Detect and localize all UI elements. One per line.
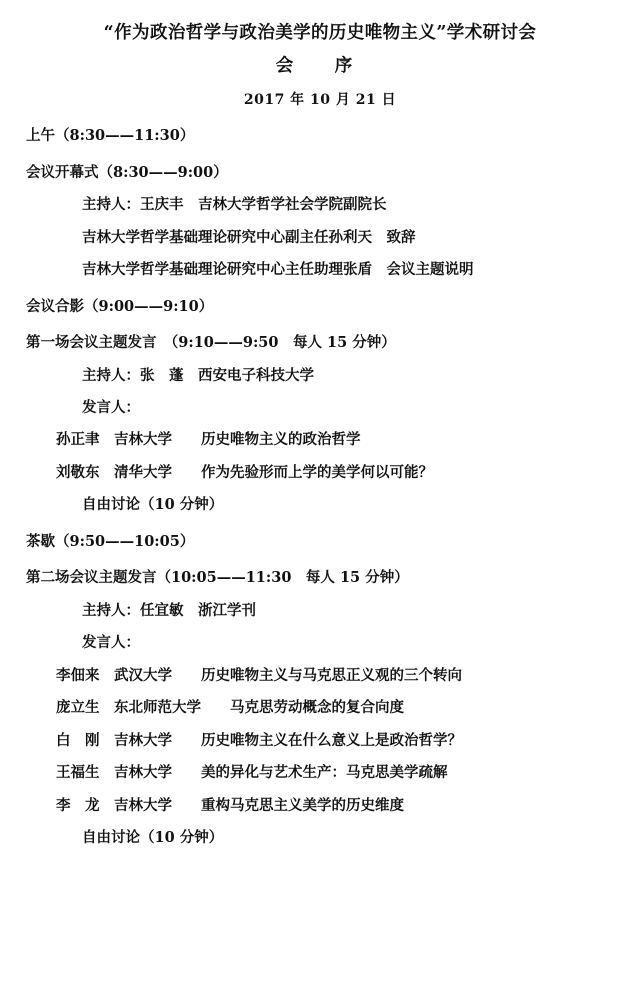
agenda-line: 白 刚 吉林大学 历史唯物主义在什么意义上是政治哲学？: [56, 731, 462, 749]
agenda-line: 会议合影（9:00——9:10）: [26, 297, 214, 315]
agenda-line: 会议开幕式（8:30——9:00）: [26, 163, 228, 181]
agenda-line: 发言人：: [82, 634, 140, 652]
agenda-line: 第一场会议主题发言 （9:10——9:50 每人 15 分钟）: [26, 334, 396, 352]
page-title: “作为政治哲学与政治美学的历史唯物主义”学术研讨会: [103, 23, 537, 43]
agenda-line: 王福生 吉林大学 美的异化与艺术生产：马克思美学疏解: [56, 764, 448, 782]
agenda-line: 庞立生 东北师范大学 马克思劳动概念的复合向度: [56, 699, 404, 717]
agenda-line: 主持人：王庆丰 吉林大学哲学社会学院副院长: [82, 196, 387, 214]
agenda-line: 自由讨论（10 分钟）: [82, 829, 224, 847]
agenda-line: 李佃来 武汉大学 历史唯物主义与马克思正义观的三个转向: [56, 666, 462, 684]
agenda-line: 吉林大学哲学基础理论研究中心主任助理张盾 会议主题说明: [82, 261, 474, 279]
event-date: 2017 年 10 月 21 日: [243, 92, 397, 109]
page-subtitle: 会 序: [275, 56, 365, 77]
agenda-line: 刘敬东 清华大学 作为先验形而上学的美学何以可能？: [56, 463, 433, 481]
agenda-line: 茶歇（9:50——10:05）: [26, 532, 195, 550]
agenda-line: 主持人：任宜敏 浙江学刊: [82, 601, 256, 619]
agenda-line: 吉林大学哲学基础理论研究中心副主任孙利天 致辞: [82, 228, 416, 246]
agenda-line: 孙正聿 吉林大学 历史唯物主义的政治哲学: [56, 431, 361, 449]
agenda-list: [24, 125, 616, 849]
agenda-line: 发言人：: [82, 399, 140, 416]
agenda-line: 李 龙 吉林大学 重构马克思主义美学的历史维度: [56, 796, 404, 814]
agenda-line: 第二场会议主题发言（10:05——11:30 每人 15 分钟）: [26, 569, 409, 587]
agenda-line: 上午（8:30——11:30）: [26, 127, 195, 145]
agenda-line: 主持人：张 蓬 西安电子科技大学: [82, 366, 314, 384]
agenda-line: 自由讨论（10 分钟）: [82, 496, 224, 514]
